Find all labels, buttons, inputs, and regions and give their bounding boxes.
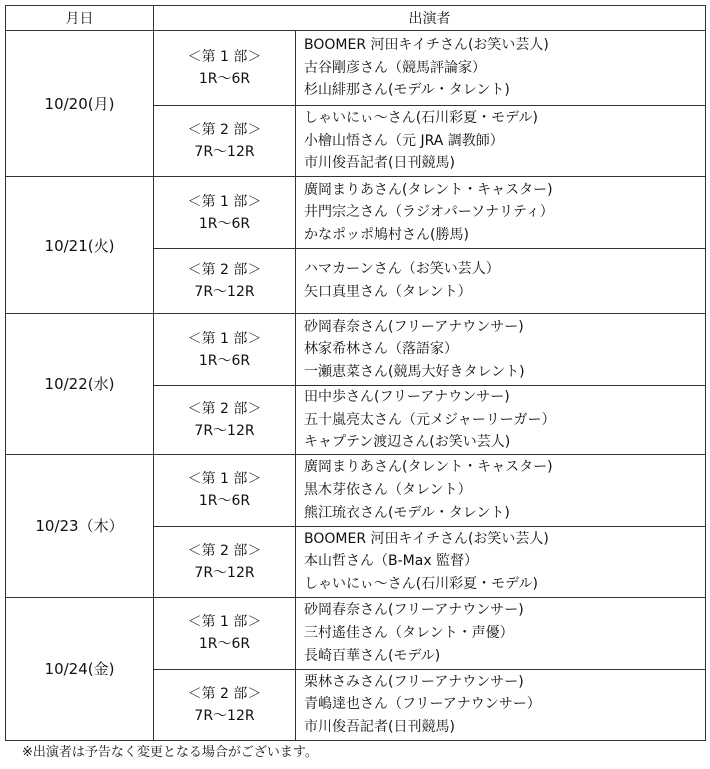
- performer-name: 一瀬恵菜さん(競馬大好きタレント): [304, 363, 525, 380]
- performer-name: 熊江琉衣さん(モデル・タレント): [304, 504, 510, 521]
- performer-name: 栗林さみさん(フリーアナウンサー): [304, 673, 524, 690]
- session-label: ＜第 1 部＞: [187, 330, 262, 347]
- session-label: ＜第 2 部＞: [187, 122, 262, 138]
- performer-name: 五十嵐亮太さん（元メジャーリーガー）: [304, 411, 556, 428]
- schedule-table: [5, 5, 706, 741]
- performers-cell: [296, 314, 706, 386]
- performer-name: 青嶋達也さん（フリーアナウンサー）: [304, 696, 541, 713]
- session-cell: [154, 386, 296, 455]
- header-performers: 出演者: [154, 6, 706, 31]
- performer-name: 三村遙佳さん（タレント・声優）: [304, 624, 514, 641]
- performer-name: 廣岡まりあさん(タレント・キャスター): [304, 459, 553, 476]
- performers-cell: [296, 669, 706, 740]
- race-range: 1R〜6R: [198, 71, 251, 87]
- performer-name: 林家希林さん（落語家）: [304, 341, 458, 358]
- session-cell: [154, 177, 296, 249]
- performer-name: 市川俊吾記者(日刊競馬): [304, 719, 455, 736]
- performer-name: BOOMER 河田キイチさん(お笑い芸人): [304, 37, 549, 54]
- date-cell: 10/22(水): [6, 314, 154, 455]
- schedule-row: [6, 454, 706, 526]
- performer-name: かなポッポ鳩村さん(勝馬): [304, 226, 469, 243]
- performer-name: 廣岡まりあさん(タレント・キャスター): [304, 181, 553, 198]
- race-range: 7R〜12R: [194, 422, 255, 439]
- performers-cell: [296, 526, 706, 597]
- race-range: 1R〜6R: [198, 352, 251, 369]
- performer-name: キャプテン渡辺さん(お笑い芸人): [304, 434, 511, 451]
- header-row: [6, 6, 706, 31]
- session-cell: [154, 31, 296, 106]
- session-cell: [154, 106, 296, 177]
- performers-cell: [296, 249, 706, 314]
- performers-cell: [296, 31, 706, 106]
- schedule-row: [6, 597, 706, 669]
- date-cell: 10/20(月): [6, 31, 154, 177]
- race-range: 1R〜6R: [198, 493, 251, 510]
- session-cell: [154, 597, 296, 669]
- performer-name: ハマカーンさん（お笑い芸人）: [304, 261, 500, 278]
- performers-cell: [296, 454, 706, 526]
- performer-name: しゃいにぃ〜さん(石川彩夏・モデル): [304, 110, 538, 127]
- race-range: 1R〜6R: [198, 215, 251, 232]
- performer-name: 黒木芽依さん（タレント）: [304, 481, 472, 498]
- session-cell: [154, 526, 296, 597]
- performer-name: BOOMER 河田キイチさん(お笑い芸人): [304, 530, 549, 547]
- race-range: 1R〜6R: [198, 636, 251, 653]
- session-cell: [154, 454, 296, 526]
- session-cell: [154, 249, 296, 314]
- performer-name: 本山哲さん（B-Max 監督）: [304, 553, 479, 570]
- performers-cell: [296, 177, 706, 249]
- date-cell: 10/23（木）: [6, 454, 154, 597]
- performer-name: 砂岡春奈さん(フリーアナウンサー): [304, 602, 524, 619]
- schedule-row: [6, 31, 706, 106]
- performers-cell: [296, 597, 706, 669]
- schedule-row: [6, 314, 706, 386]
- footnote: ※出演者は予告なく変更となる場合がございます。: [22, 745, 318, 760]
- performers-cell: [296, 106, 706, 177]
- session-label: ＜第 1 部＞: [187, 471, 262, 488]
- date-cell: 10/24(金): [6, 597, 154, 740]
- schedule-body: [6, 31, 706, 741]
- performer-name: 小檜山悟さん（元 JRA 調教師）: [304, 132, 504, 149]
- session-label: ＜第 2 部＞: [187, 400, 262, 417]
- session-cell: [154, 669, 296, 740]
- session-label: ＜第 2 部＞: [187, 685, 262, 702]
- performer-name: 矢口真里さん（タレント）: [304, 284, 472, 300]
- performer-name: 杉山緋那さん(モデル・タレント): [304, 82, 510, 99]
- performer-name: 井門宗之さん（ラジオパーソナリティ）: [304, 204, 554, 221]
- session-label: ＜第 2 部＞: [187, 262, 262, 278]
- session-label: ＜第 1 部＞: [187, 614, 262, 631]
- performers-cell: [296, 386, 706, 455]
- performer-name: 長崎百華さん(モデル): [304, 647, 441, 664]
- schedule-row: [6, 177, 706, 249]
- header-date: 月日: [6, 6, 154, 31]
- performer-name: 砂岡春奈さん(フリーアナウンサー): [304, 318, 524, 335]
- date-cell: 10/21(火): [6, 177, 154, 314]
- session-label: ＜第 1 部＞: [187, 49, 262, 65]
- performer-name: しゃいにぃ〜さん(石川彩夏・モデル): [304, 576, 538, 593]
- race-range: 7R〜12R: [194, 144, 255, 160]
- performer-name: 田中歩さん(フリーアナウンサー): [304, 389, 510, 405]
- race-range: 7R〜12R: [194, 284, 255, 300]
- race-range: 7R〜12R: [194, 707, 255, 724]
- session-label: ＜第 2 部＞: [187, 542, 262, 559]
- race-range: 7R〜12R: [194, 564, 255, 581]
- performer-name: 市川俊吾記者(日刊競馬): [304, 155, 455, 172]
- session-cell: [154, 314, 296, 386]
- performer-name: 古谷剛彦さん（競馬評論家）: [304, 59, 486, 76]
- session-label: ＜第 1 部＞: [187, 193, 262, 210]
